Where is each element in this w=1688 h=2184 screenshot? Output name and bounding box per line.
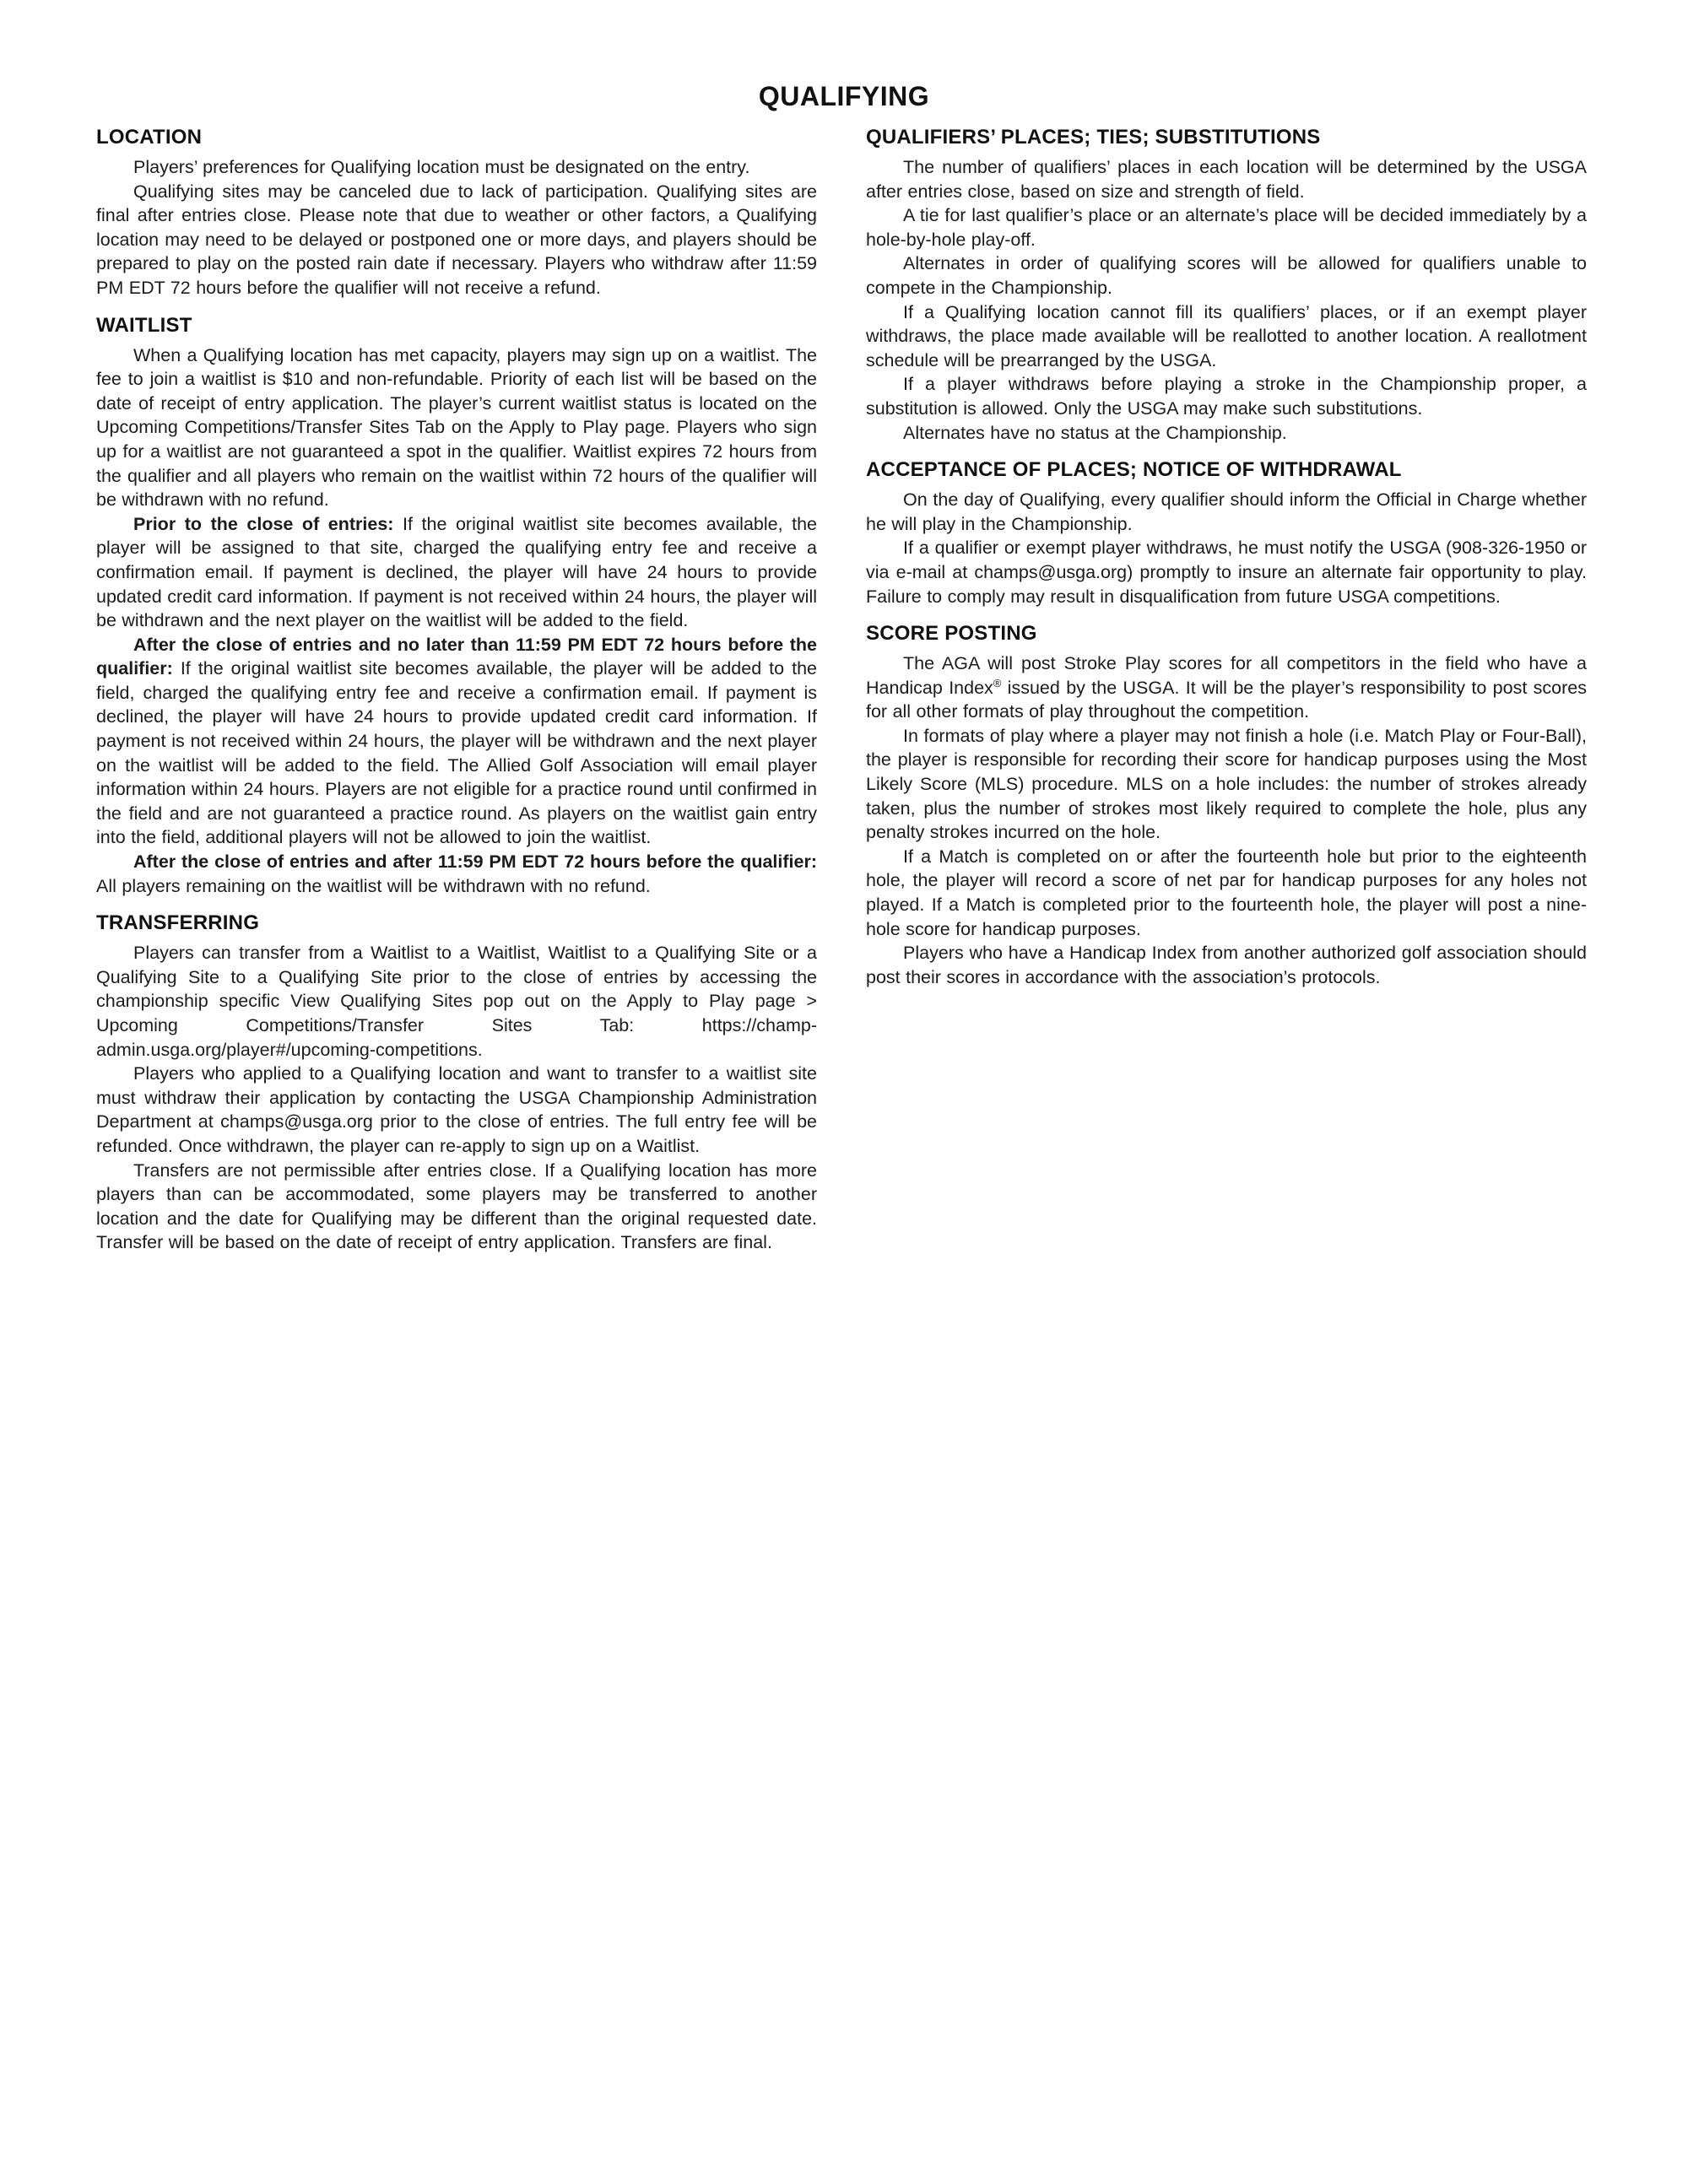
paragraph: A tie for last qualifier’s place or an alternate’s place will be decided immediately by a hole-by-hole play-off.	[866, 205, 1587, 250]
paragraph: Qualifying sites may be canceled due to lack of participation. Qualifying sites are final after entries close. Please note that due to weather or other factors, a Qualifying location may need to be delayed or postponed one or more days, and players should be prepared to play on the posted rain date if necessary. Players who withdraw after 11:59 PM EDT 72 hours before the qualifier will not receive a refund.	[96, 181, 817, 298]
paragraph: After the close of entries and after 11:59 PM EDT 72 hours before the qualifier: All players remaining on the waitlist will be withdrawn with no refund.	[96, 851, 817, 896]
paragraph: In formats of play where a player may not finish a hole (i.e. Match Play or Four-Ball), the player is responsible for recording their score for handicap purposes using the Most Likely Score (MLS) procedure. MLS on a hole includes: the number of strokes already taken, plus the number of strokes most likely required to complete the hole, plus any penalty strokes incurred on the hole.	[866, 725, 1587, 843]
section-heading: ACCEPTANCE OF PLACES; NOTICE OF WITHDRAWAL	[866, 458, 1402, 482]
document-section	[96, 126, 817, 300]
paragraph: The number of qualifiers’ places in each location will be determined by the USGA after entries close, based on size and strength of field.	[866, 157, 1587, 202]
paragraph: When a Qualifying location has met capacity, players may sign up on a waitlist. The fee to join a waitlist is $10 and non-refundable. Priority of each list will be based on the date of receipt of entry application. The player’s current waitlist status is located on the Upcoming Competitions/Transfer Sites Tab on the Apply to Play page. Players who sign up for a waitlist are not guaranteed a spot in the qualifier. Waitlist expires 72 hours from the qualifier and all players who remain on the waitlist within 72 hours of the qualifier will be withdrawn with no refund.	[96, 344, 817, 511]
paragraph: On the day of Qualifying, every qualifier should inform the Official in Charge whether he will play in the Championship.	[866, 489, 1587, 534]
paragraph: If a Qualifying location cannot fill its qualifiers’ places, or if an exempt player withdraws, the place made available will be reallotted to another location. A reallotment schedule will be prearranged by the USGA.	[866, 301, 1587, 370]
two-column-layout	[0, 112, 1688, 1263]
paragraph-bold-lead: Prior to the close of entries:	[133, 513, 403, 534]
paragraph: After the close of entries and no later than 11:59 PM EDT 72 hours before the qualifier: If the original waitlist site becomes available, the player will be added to the field, charged the qualifying entry fee and receive a confirmation email. If payment is declined, the player will have 24 hours to provide updated credit card information. If payment is not received within 24 hours, the player will be withdrawn and the next player on the waitlist will be added to the field. The Allied Golf Association will email player information within 24 hours. Players are not eligible for a practice round until confirmed in the field and are not guaranteed a practice round. As players on the waitlist gain entry into the field, additional players will not be allowed to join the waitlist.	[96, 634, 817, 848]
paragraph-bold-lead: After the close of entries and after 11:59 PM EDT 72 hours before the qualifier:	[133, 851, 817, 873]
paragraph: Players can transfer from a Waitlist to a Waitlist, Waitlist to a Qualifying Site or a Qualifying Site to a Qualifying Site prior to the close of entries by accessing the championship specific View Qualifying Sites pop out on the Apply to Play page > Upcoming Competitions/Transfer Sites Tab: https://champ-admin.usga.org/player#/upcoming-competitions.	[96, 943, 817, 1060]
section-heading: LOCATION	[96, 126, 203, 149]
document-section	[866, 458, 1587, 608]
section-heading: QUALIFIERS’ PLACES; TIES; SUBSTITUTIONS	[866, 126, 1321, 149]
document-section	[866, 622, 1587, 989]
paragraph-bold-lead: After the close of entries and no later than 11:59 PM EDT 72 hours before the qualifier:	[96, 634, 817, 679]
paragraph: The AGA will post Stroke Play scores for all competitors in the field who have a Handicap Index® issued by the USGA. It will be the player’s responsibility to post scores for all other formats of play throughout the competition.	[866, 653, 1587, 722]
document-section	[96, 314, 817, 899]
paragraph: Transfers are not permissible after entries close. If a Qualifying location has more players than can be accommodated, some players may be transferred to another location and the date for Qualifying may be different than the original requested date. Transfer will be based on the date of receipt of entry application. Transfers are final.	[96, 1160, 817, 1253]
document-section	[96, 911, 817, 1255]
paragraph: Alternates have no status at the Championship.	[903, 422, 1287, 443]
section-heading: SCORE POSTING	[866, 622, 1037, 646]
left-column	[96, 126, 817, 1263]
paragraph: Players who applied to a Qualifying location and want to transfer to a waitlist site must withdraw their application by contacting the USGA Championship Administration Department at champs@usga.org prior to the close of entries. The full entry fee will be refunded. Once withdrawn, the player can re-apply to sign up on a Waitlist.	[96, 1063, 817, 1156]
paragraph: Alternates in order of qualifying scores will be allowed for qualifiers unable to compete in the Championship.	[866, 253, 1587, 298]
paragraph: Players’ preferences for Qualifying location must be designated on the entry.	[133, 157, 750, 177]
section-heading: TRANSFERRING	[96, 911, 260, 935]
document-section	[866, 126, 1587, 445]
paragraph: If a qualifier or exempt player withdraws, he must notify the USGA (908-326-1950 or via e-mail at champs@usga.org) promptly to insure an alternate fair opportunity to play. Failure to comply may result in disqualification from future USGA competitions.	[866, 538, 1587, 607]
page-title: QUALIFYING	[758, 81, 930, 111]
paragraph: If a player withdraws before playing a stroke in the Championship proper, a substitution is allowed. Only the USGA may make such substitutions.	[866, 374, 1587, 419]
paragraph: Players who have a Handicap Index from another authorized golf association should post their scores in accordance with the association’s protocols.	[866, 943, 1587, 987]
paragraph: If a Match is completed on or after the fourteenth hole but prior to the eighteenth hole, the player will record a score of net par for handicap purposes for any holes not played. If a Match is completed prior to the fourteenth hole, the player will post a nine-hole score for handicap purposes.	[866, 846, 1587, 939]
registered-trademark-symbol: ®	[993, 676, 1002, 689]
paragraph: Prior to the close of entries: If the original waitlist site becomes available, the player will be assigned to that site, charged the qualifying entry fee and receive a confirmation email. If payment is declined, the player will have 24 hours to provide updated credit card information. If payment is not received within 24 hours, the player will be withdrawn and the next player on the waitlist will be added to the field.	[96, 513, 818, 631]
right-column	[866, 126, 1587, 1263]
section-heading: WAITLIST	[96, 313, 192, 337]
